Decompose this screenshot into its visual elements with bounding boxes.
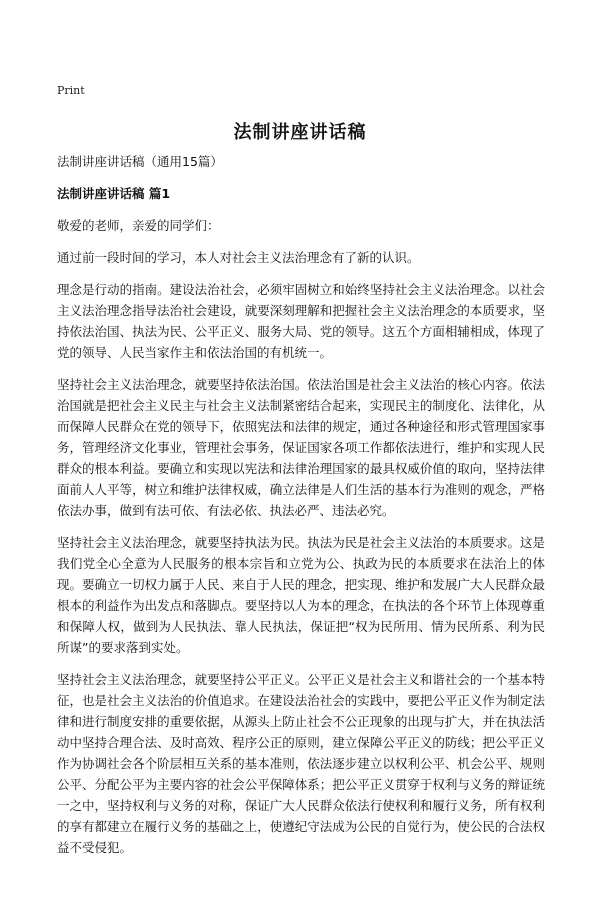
section-heading: 法制讲座讲话稿 篇1 xyxy=(57,186,171,201)
document-subtitle: 法制讲座讲话稿（通用15篇） xyxy=(57,154,223,169)
paragraph-concept: 理念是行动的指南。建设法治社会，必须牢固树立和始终坚持社会主义法治理念。以社会主义法治理念指导法治社会建设，就要深刻理解和把握社会主义法治理念的本质要求，坚持依法治国、执法为民、公平正义、服务大局、党的领导。这五个方面相辅相成，体现了党的领导、人民当家作主和依法治国的有机统一。 xyxy=(57,282,545,360)
paragraph-law-for-people: 坚持社会主义法治理念，就要坚持执法为民。执法为民是社会主义法治的本质要求。这是我们党全心全意为人民服务的根本宗旨和立党为公、执政为民的本质要求在法治上的体现。要确立一切权力属于人民、来自于人民的理念，把实现、维护和发展广大人民群众最根本的利益作为出发点和落脚点。要坚持以人为本的理念，在执法的各个环节上体现尊重和保障人权，做到为人民执法、靠人民执法，保证把“权为民所用、情为民所系、利为民所谋”的要求落到实处。 xyxy=(57,535,545,655)
print-label: Print xyxy=(57,84,85,97)
paragraph-fairness-justice: 坚持社会主义法治理念，就要坚持公平正义。公平正义是社会主义和谐社会的一个基本特征，也是社会主义法治的价值追求。在建设法治社会的实践中，要把公平正义作为制定法律和进行制度安排的重要依据，从源头上防止社会不公正现象的出现与扩大，并在执法活动中坚持合理合法、及时高效、程序公正的原则，建立保障公平正义的防线；把公平正义作为协调社会各个阶层相互关系的基本准则，依法逐步建立以权利公平、机会公平、规则公平、分配公平为主要内容的社会公平保障体系；把公平正义贯穿于权利与义务的辩证统一之中，坚持权利与义务的对称，保证广大人民群众依法行使权利和履行义务，所有权利的享有都建立在履行义务的基础之上，使遵纪守法成为公民的自觉行为，使公民的合法权益不受侵犯。 xyxy=(57,672,545,855)
paragraph-rule-of-law: 坚持社会主义法治理念，就要坚持依法治国。依法治国是社会主义法治的核心内容。依法治国就是把社会主义民主与社会主义法制紧密结合起来，实现民主的制度化、法律化，从而保障人民群众在党的领导下，依照宪法和法律的规定，通过各种途径和形式管理国家事务，管理经济文化事业，管理社会事务，保证国家各项工作都依法进行，维护和实现人民群众的根本利益。要确立和实现以宪法和法律治理国家的最具权威价值的取向，坚持法律面前人人平等，树立和维护法律权威，确立法律是人们生活的基本行为准则的观念，严格依法办事，做到有法可依、有法必依、执法必严、违法必究。 xyxy=(57,377,545,518)
document-body xyxy=(57,151,545,869)
greeting: 敬爱的老师，亲爱的同学们： xyxy=(57,218,220,233)
page-title: 法制讲座讲话稿 xyxy=(233,122,367,143)
paragraph-intro: 通过前一段时间的学习，本人对社会主义法治理念有了新的认识。 xyxy=(57,250,420,265)
